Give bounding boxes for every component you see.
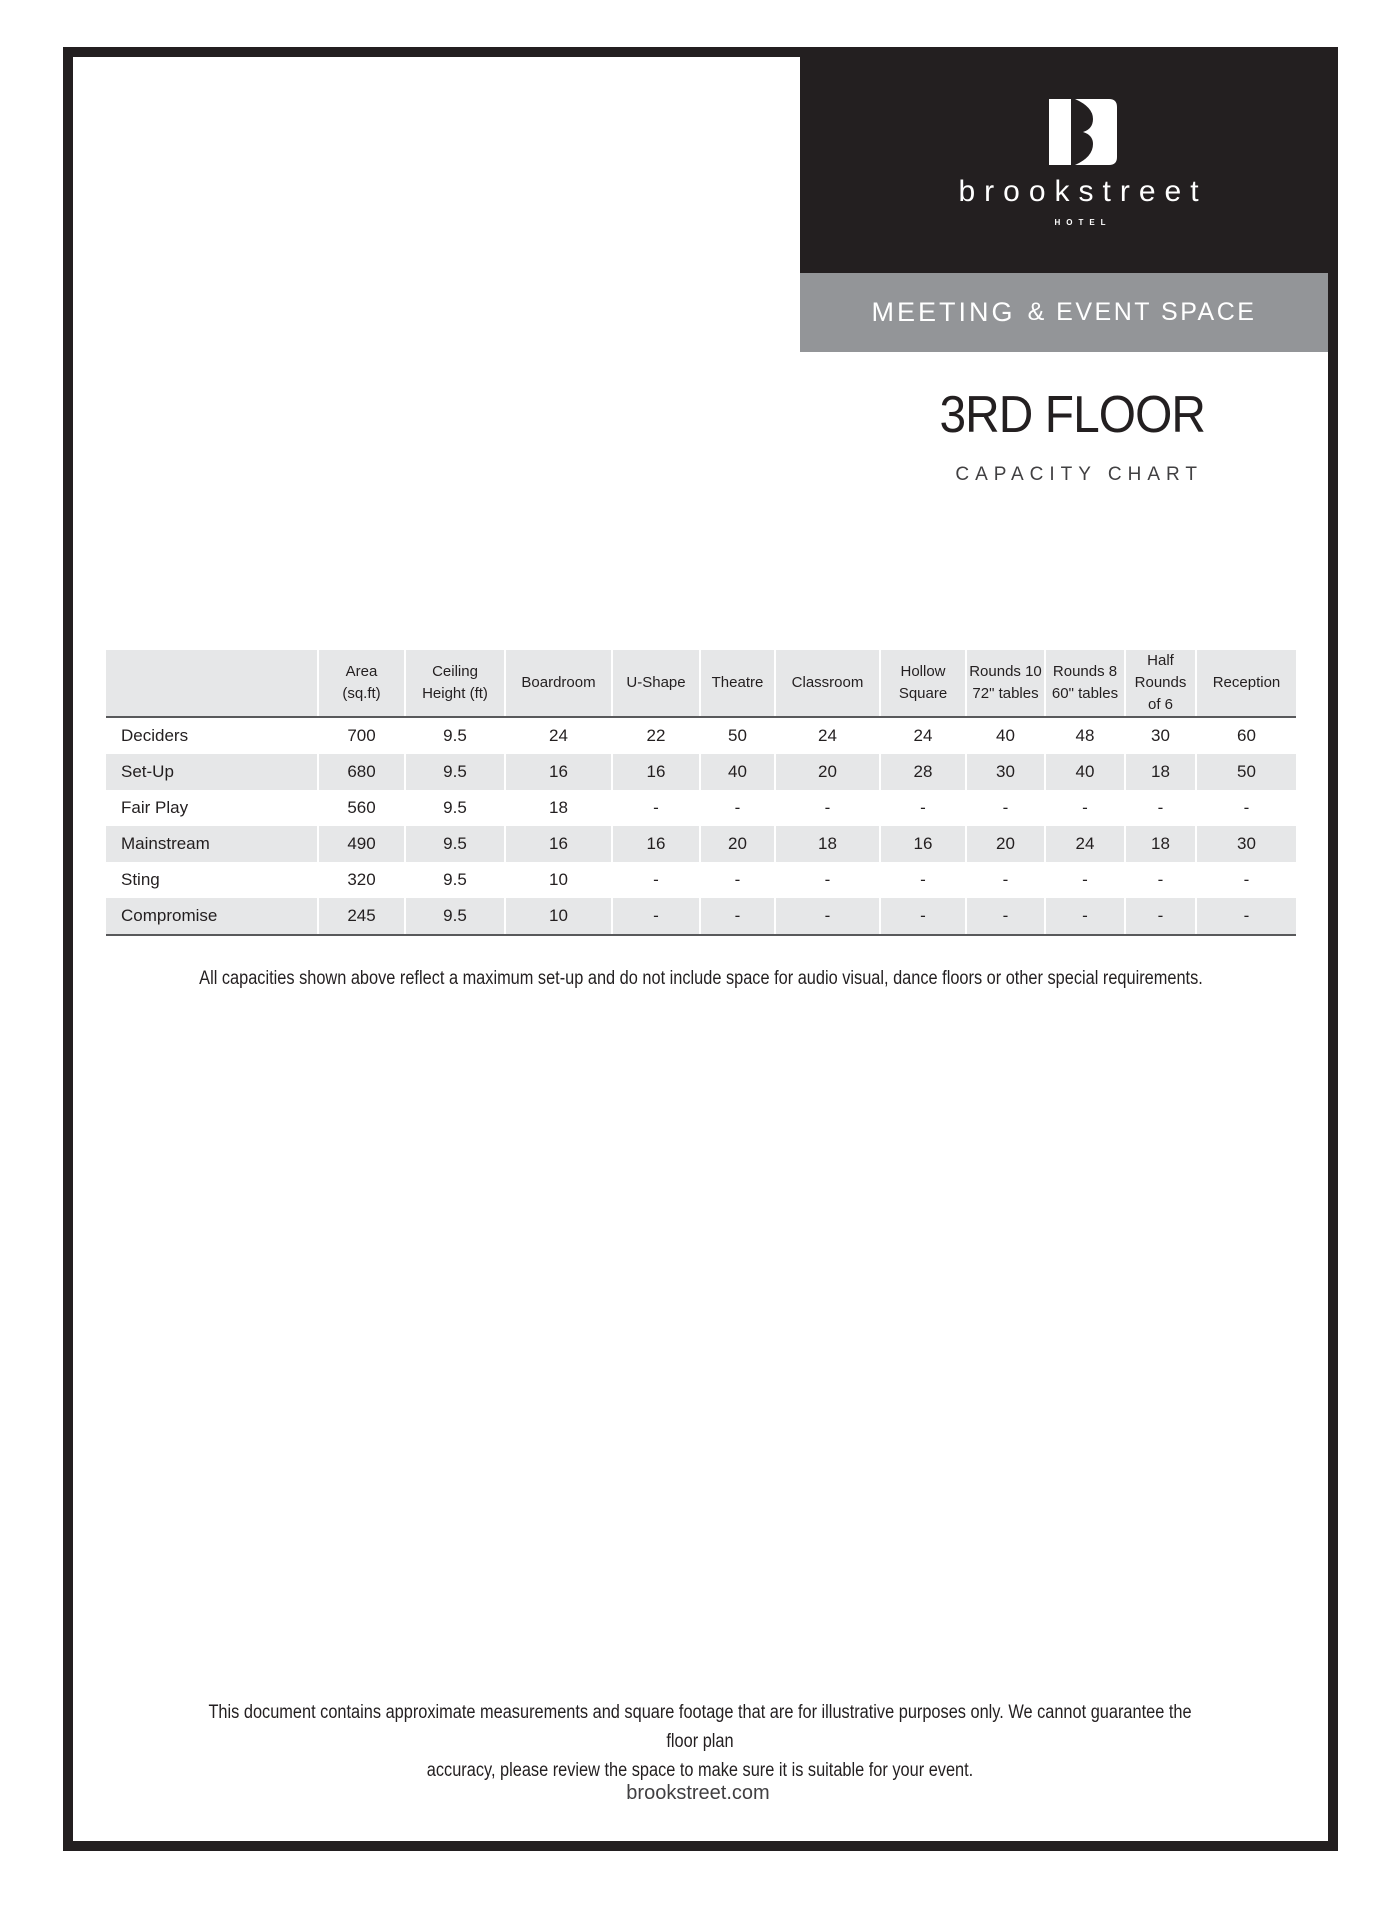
column-header-line: of 6 bbox=[1147, 696, 1174, 713]
column-header-line: Rounds 8 bbox=[1052, 663, 1118, 680]
table-cell: 16 bbox=[505, 826, 612, 862]
room-name: Sting bbox=[121, 870, 160, 889]
column-header bbox=[405, 650, 505, 717]
column-header bbox=[318, 650, 405, 717]
table-cell: - bbox=[966, 898, 1045, 935]
table-cell: 24 bbox=[880, 717, 966, 754]
table-cell: 40 bbox=[700, 754, 775, 790]
room-name: Compromise bbox=[106, 898, 318, 935]
table-cell: - bbox=[1196, 790, 1296, 826]
table-cell: - bbox=[700, 790, 775, 826]
website-url: brookstreet.com bbox=[626, 1782, 770, 1804]
column-header-line: Ceiling bbox=[432, 663, 478, 680]
table-cell: 24 bbox=[505, 717, 612, 754]
table-row bbox=[106, 862, 1296, 898]
column-header bbox=[1196, 650, 1296, 717]
table-cell: - bbox=[1045, 790, 1125, 826]
table-cell: - bbox=[700, 862, 775, 898]
brand-header bbox=[800, 57, 1328, 273]
table-cell: 10 bbox=[505, 862, 612, 898]
table-cell: 30 bbox=[1196, 826, 1296, 862]
disclaimer bbox=[201, 1698, 1199, 1785]
page-subtitle: CAPACITY CHART bbox=[955, 464, 1203, 485]
table-cell: - bbox=[700, 898, 775, 935]
table-row bbox=[106, 717, 1296, 754]
table-cell: 30 bbox=[1125, 717, 1196, 754]
table-cell: - bbox=[966, 790, 1045, 826]
table-cell: 9.5 bbox=[405, 862, 505, 898]
column-header bbox=[106, 650, 318, 717]
brand-name: brookstreet bbox=[958, 175, 1208, 208]
table-cell: 60 bbox=[1196, 717, 1296, 754]
table-cell: - bbox=[775, 790, 880, 826]
table-cell: - bbox=[1125, 790, 1196, 826]
column-header-line: Classroom bbox=[791, 674, 864, 691]
table-cell: 560 bbox=[318, 790, 405, 826]
table-cell: - bbox=[1045, 862, 1125, 898]
column-header bbox=[700, 650, 775, 717]
table-cell: - bbox=[612, 862, 700, 898]
table-cell: - bbox=[880, 898, 966, 935]
table-row bbox=[106, 754, 1296, 790]
table-cell: 320 bbox=[318, 862, 405, 898]
table-cell: - bbox=[775, 898, 880, 935]
column-header-line: 72" tables bbox=[972, 685, 1039, 702]
table-cell: 16 bbox=[612, 826, 700, 862]
room-name: Mainstream bbox=[106, 826, 318, 862]
table-cell: 9.5 bbox=[405, 898, 505, 935]
table-cell: 18 bbox=[1125, 826, 1196, 862]
table-cell: - bbox=[880, 790, 966, 826]
table-cell: - bbox=[1125, 898, 1196, 935]
table-cell: - bbox=[775, 862, 880, 898]
table-cell: 24 bbox=[775, 717, 880, 754]
brand-subtitle: HOTEL bbox=[1054, 218, 1112, 227]
room-name: Set-Up bbox=[106, 754, 318, 790]
table-cell: - bbox=[966, 862, 1045, 898]
table-cell: 10 bbox=[505, 898, 612, 935]
table-cell: 16 bbox=[612, 754, 700, 790]
column-header-line: Half bbox=[1147, 652, 1174, 669]
column-header bbox=[1045, 650, 1125, 717]
column-header-line: Area bbox=[345, 663, 378, 680]
room-name: Fair Play bbox=[121, 798, 189, 817]
table-cell: 9.5 bbox=[405, 790, 505, 826]
table-cell: 245 bbox=[318, 898, 405, 935]
table-cell: 20 bbox=[775, 754, 880, 790]
table-cell: 18 bbox=[1125, 754, 1196, 790]
table-cell: 48 bbox=[1045, 717, 1125, 754]
table-cell: 9.5 bbox=[405, 754, 505, 790]
table-cell: 28 bbox=[880, 754, 966, 790]
band-text-event-space: & EVENT SPACE bbox=[1027, 298, 1257, 326]
table-cell: 18 bbox=[505, 790, 612, 826]
meeting-event-band bbox=[800, 273, 1328, 352]
table-cell: 18 bbox=[775, 826, 880, 862]
b-monogram-icon bbox=[1049, 99, 1117, 165]
table-cell: 24 bbox=[1045, 826, 1125, 862]
capacity-note: All capacities shown above reflect a maximum set-up and do not include space for audio visual, dance floors or other special requirements. bbox=[199, 968, 1203, 989]
table-cell: - bbox=[612, 898, 700, 935]
column-header bbox=[966, 650, 1045, 717]
table-cell: 20 bbox=[966, 826, 1045, 862]
table-cell: 16 bbox=[880, 826, 966, 862]
column-header bbox=[1125, 650, 1196, 717]
table-cell: 9.5 bbox=[405, 826, 505, 862]
table-cell: 30 bbox=[966, 754, 1045, 790]
table-cell: - bbox=[1125, 862, 1196, 898]
table-cell: 50 bbox=[1196, 754, 1296, 790]
table-cell: - bbox=[1196, 862, 1296, 898]
table-row bbox=[106, 790, 1296, 826]
column-header-line: Rounds bbox=[1134, 674, 1187, 691]
table-header-row bbox=[106, 650, 1296, 717]
table-cell: 40 bbox=[1045, 754, 1125, 790]
disclaimer-line-2: accuracy, please review the space to make sure it is suitable for your event. bbox=[426, 1760, 974, 1781]
table-cell: - bbox=[880, 862, 966, 898]
table-cell: 680 bbox=[318, 754, 405, 790]
column-header-line: U-Shape bbox=[626, 674, 686, 691]
table-cell: 490 bbox=[318, 826, 405, 862]
column-header-line: Boardroom bbox=[521, 674, 596, 691]
table-cell: 40 bbox=[966, 717, 1045, 754]
column-header-line: 60" tables bbox=[1051, 685, 1119, 702]
column-header-line: Height (ft) bbox=[422, 685, 488, 702]
column-header-line: Square bbox=[898, 685, 948, 702]
table-cell: 22 bbox=[612, 717, 700, 754]
band-text-meeting: MEETING bbox=[871, 297, 1016, 327]
column-header-line: Hollow bbox=[900, 663, 946, 680]
column-header bbox=[880, 650, 966, 717]
table-cell: 20 bbox=[700, 826, 775, 862]
room-name: Deciders bbox=[121, 726, 189, 745]
table-cell: - bbox=[1196, 898, 1296, 935]
table-cell: 700 bbox=[318, 717, 405, 754]
column-header bbox=[612, 650, 700, 717]
table-cell: 9.5 bbox=[405, 717, 505, 754]
table-cell: - bbox=[612, 790, 700, 826]
table-row bbox=[106, 898, 1296, 935]
table-cell: - bbox=[1045, 898, 1125, 935]
capacity-table bbox=[106, 650, 1296, 936]
disclaimer-line-1: This document contains approximate measurements and square footage that are for illustrative purposes only. We cannot guarantee the floor plan bbox=[208, 1702, 1192, 1752]
table-row bbox=[106, 826, 1296, 862]
column-header bbox=[775, 650, 880, 717]
table-cell: 16 bbox=[505, 754, 612, 790]
column-header-line: Rounds 10 bbox=[969, 663, 1042, 680]
column-header-line: (sq.ft) bbox=[342, 685, 381, 702]
column-header-line: Reception bbox=[1212, 674, 1281, 691]
column-header bbox=[505, 650, 612, 717]
page-title: 3RD FLOOR bbox=[939, 386, 1205, 444]
table-cell: 50 bbox=[700, 717, 775, 754]
column-header-line: Theatre bbox=[711, 674, 764, 691]
